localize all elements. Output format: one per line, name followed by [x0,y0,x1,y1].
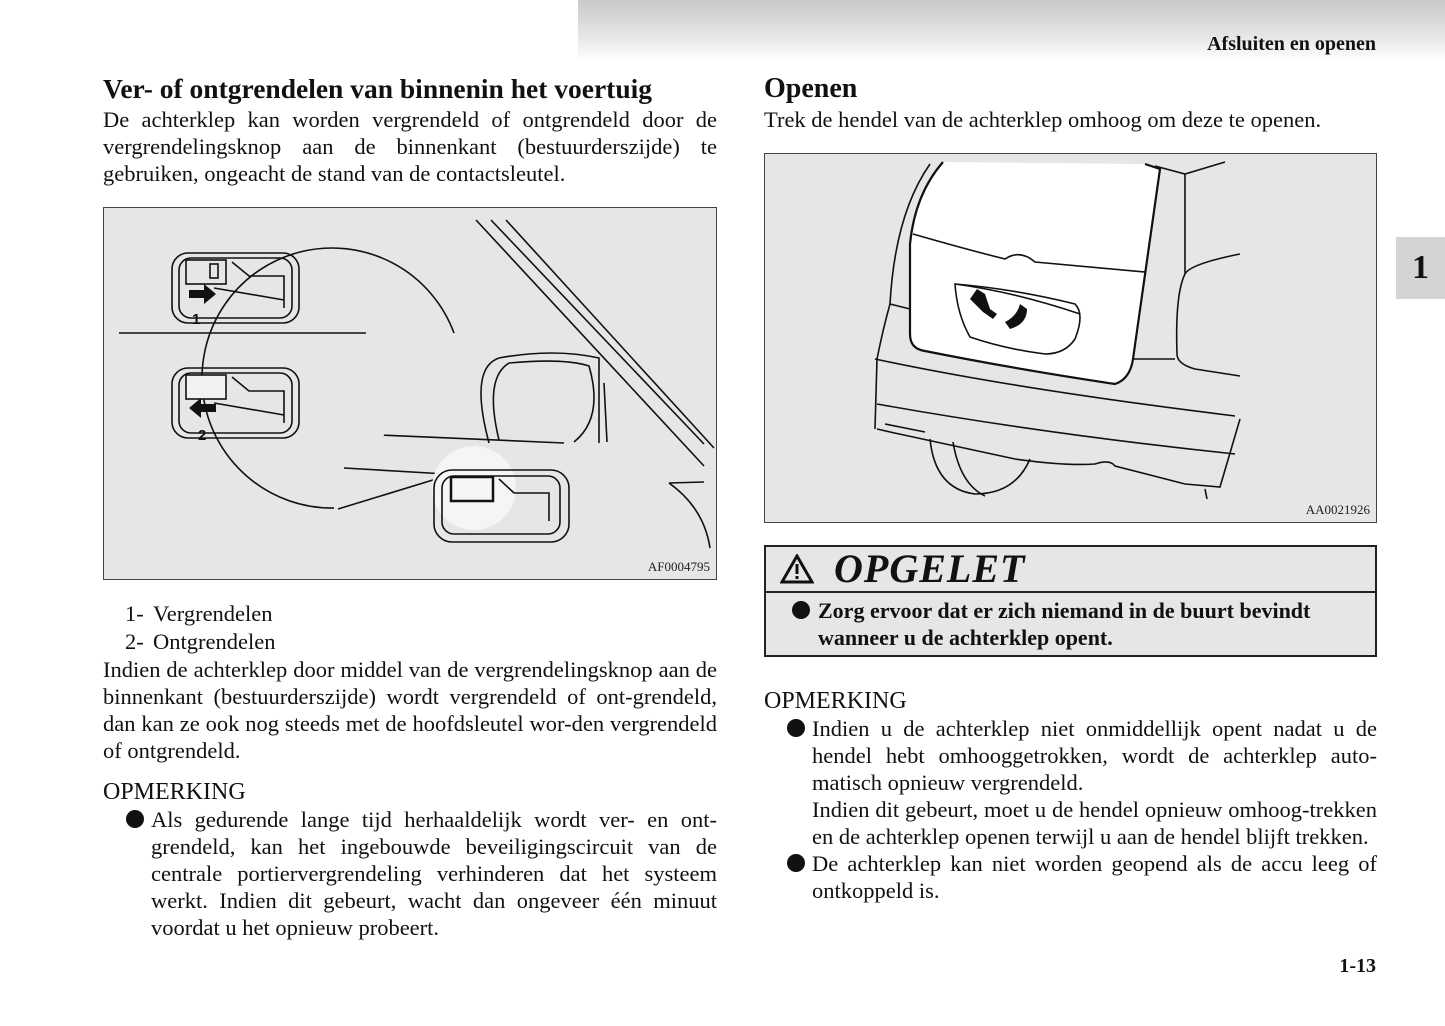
tailgate-figure [764,153,1377,523]
page-number: 1-13 [1339,955,1376,977]
legend-item: 2- Ontgrendelen [125,629,276,654]
bullet-icon [787,719,805,737]
callout-1: 1 [192,311,201,328]
warning-text: Zorg ervoor dat er zich niemand in de buurt bevindt wanneer u de achterklep opent. [766,593,1375,655]
bullet-icon [787,854,805,872]
warning-title: OPGELET [834,546,1026,591]
note-item: De achterklep kan niet worden geopend als de accu leeg of ontkoppeld is. [764,850,1377,904]
left-column [103,72,717,941]
bullet-icon [126,810,144,828]
note-item: Als gedurende lange tijd herhaaldelijk wordt ver- en ont-grendeld, kan het ingebouwde beveiligingscircuit van de centrale portiervergrendeling verhinderen dat het systeem werkt. Indien dit gebeurt, wacht dan ongeveer één minuut voordat u het opnieuw probeert. [103,806,717,941]
intro-paragraph: Trek de hendel van de achterklep omhoog om deze te openen. [764,107,1322,132]
tailgate-handle-illustration [765,154,1375,521]
bullet-icon [792,601,810,619]
callout-2: 2 [198,427,207,444]
warning-triangle-icon [780,554,814,584]
chapter-tab: 1 [1396,237,1445,299]
section-title: Afsluiten en openen [1207,33,1376,55]
section-heading: Ver- of ontgrendelen van binnenin het voertuig [103,73,653,104]
note-title: OPMERKING [764,688,907,714]
figure-legend [103,600,717,656]
note-item: Indien u de achterklep niet onmiddellijk opent nadat u de hendel hebt omhooggetrokken, wordt de achterklep auto-matisch opnieuw vergrendeld. Indien dit gebeurt, moet u de hendel opnieuw omhoog-trekken en de achterklep openen terwijl u aan de hendel blijft trekken. [764,715,1377,850]
figure-code: AF0004795 [647,559,710,574]
door-lock-knob-illustration [104,208,715,578]
intro-paragraph: De achterklep kan worden vergrendeld of ontgrendeld door de vergrendelingsknop aan de binnenkant (bestuurderszijde) te gebruiken, ongeacht de stand van de contactsleutel. [103,107,717,186]
warning-box [764,545,1377,657]
body-paragraph: Indien de achterklep door middel van de vergrendelingsknop aan de binnenkant (bestuurderszijde) wordt vergrendeld of ont-grendeld, dan kan ze ook nog steeds met de hoofdsleutel wor-den vergrendeld of ontgrendeld. [103,657,717,763]
legend-item: 1- Vergrendelen [125,601,273,626]
door-lock-figure [103,207,717,580]
right-column [764,72,1377,904]
note-title: OPMERKING [103,779,246,805]
warning-header [766,547,1375,593]
section-heading: Openen [764,73,858,104]
figure-code: AA0021926 [1305,502,1370,517]
